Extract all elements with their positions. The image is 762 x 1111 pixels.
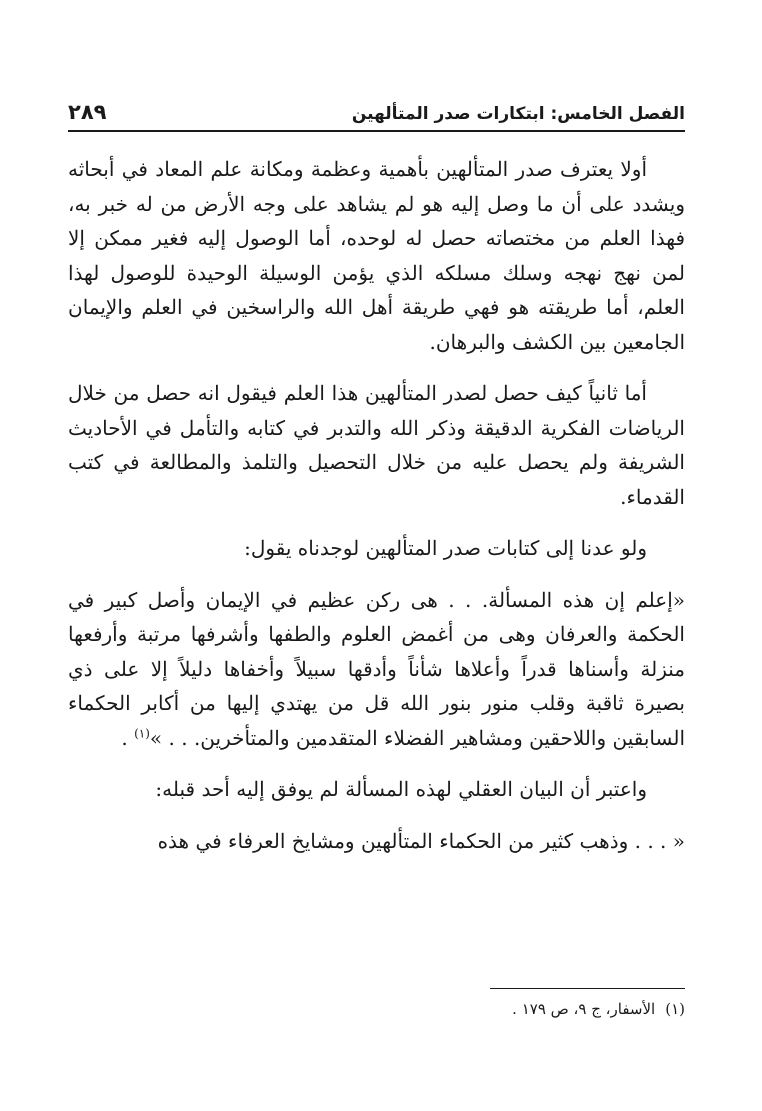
- paragraph-6-quote: « . . . وذهب كثير من الحكماء المتألهين ومشايخ العرفاء في هذه: [157, 828, 685, 853]
- quote-end: .: [121, 725, 128, 750]
- quote-text: «إعلم إن هذه المسألة. . . هى ركن عظيم في الإيمان وأصل كبير في الحكمة والعرفان وهى من أغمض العلوم والطفها وأشرفها مرتبة وأرفعها منزلة وأسناها قدراً وأعلاها شأناً وأدقها سبيلاً وأخفاها دليلاً إلا على ذي بصيرة ثاقبة وقلب منور بنور الله قل من يهتدي إليها من أكابر الحكماء السابقين واللاحقين ومشاهير الفضلاء المتقدمين والمتأخرين. . . »: [68, 587, 685, 750]
- paragraph-3: ولو عدنا إلى كتابات صدر المتألهين لوجدناه يقول:: [244, 536, 647, 560]
- footnote-reference[interactable]: (١): [134, 725, 150, 740]
- page-header: [68, 92, 685, 132]
- footnote-number: (١): [665, 1000, 685, 1018]
- footnote-divider: [490, 988, 685, 989]
- footnote-1: [512, 1000, 685, 1018]
- paragraph-4-quote: [68, 583, 685, 756]
- paragraph-2: أما ثانياً كيف حصل لصدر المتألهين هذا العلم فيقول انه حصل من خلال الرياضات الفكرية الدقيقة وذكر الله والتدبر في كتابه والتأمل في الأحاديث الشريفة ولم يحصل عليه من خلال التحصيل والتلمذ والمطالعة في كتب القدماء.: [68, 381, 685, 509]
- paragraph-5: واعتبر أن البيان العقلي لهذه المسألة لم يوفق إليه أحد قبله:: [155, 777, 647, 801]
- footnote-text: الأسفار، ج ٩، ص ١٧٩ .: [512, 1000, 656, 1018]
- page-number: ٢٨٩: [68, 100, 107, 124]
- body-text: [68, 152, 685, 875]
- paragraph-1: أولا يعترف صدر المتألهين بأهمية وعظمة ومكانة علم المعاد في أبحاثه ويشدد على أن ما وصل إليه هو لم يشاهد على وجه الأرض من له خبر به، فهذا العلم من مختصاته حصل له لوحده، أما الوصول إليه فغير ممكن إلا لمن نهج نهجه وسلك مسلكه الذي يؤمن الوسيلة الوحيدة للوصول لهذا العلم، أما طريقته هو فهي طريقة أهل الله والراسخين في العلم والإيمان الجامعين بين الكشف والبرهان.: [68, 157, 685, 354]
- running-head: الفصل الخامس: ابتكارات صدر المتألهين: [351, 104, 685, 124]
